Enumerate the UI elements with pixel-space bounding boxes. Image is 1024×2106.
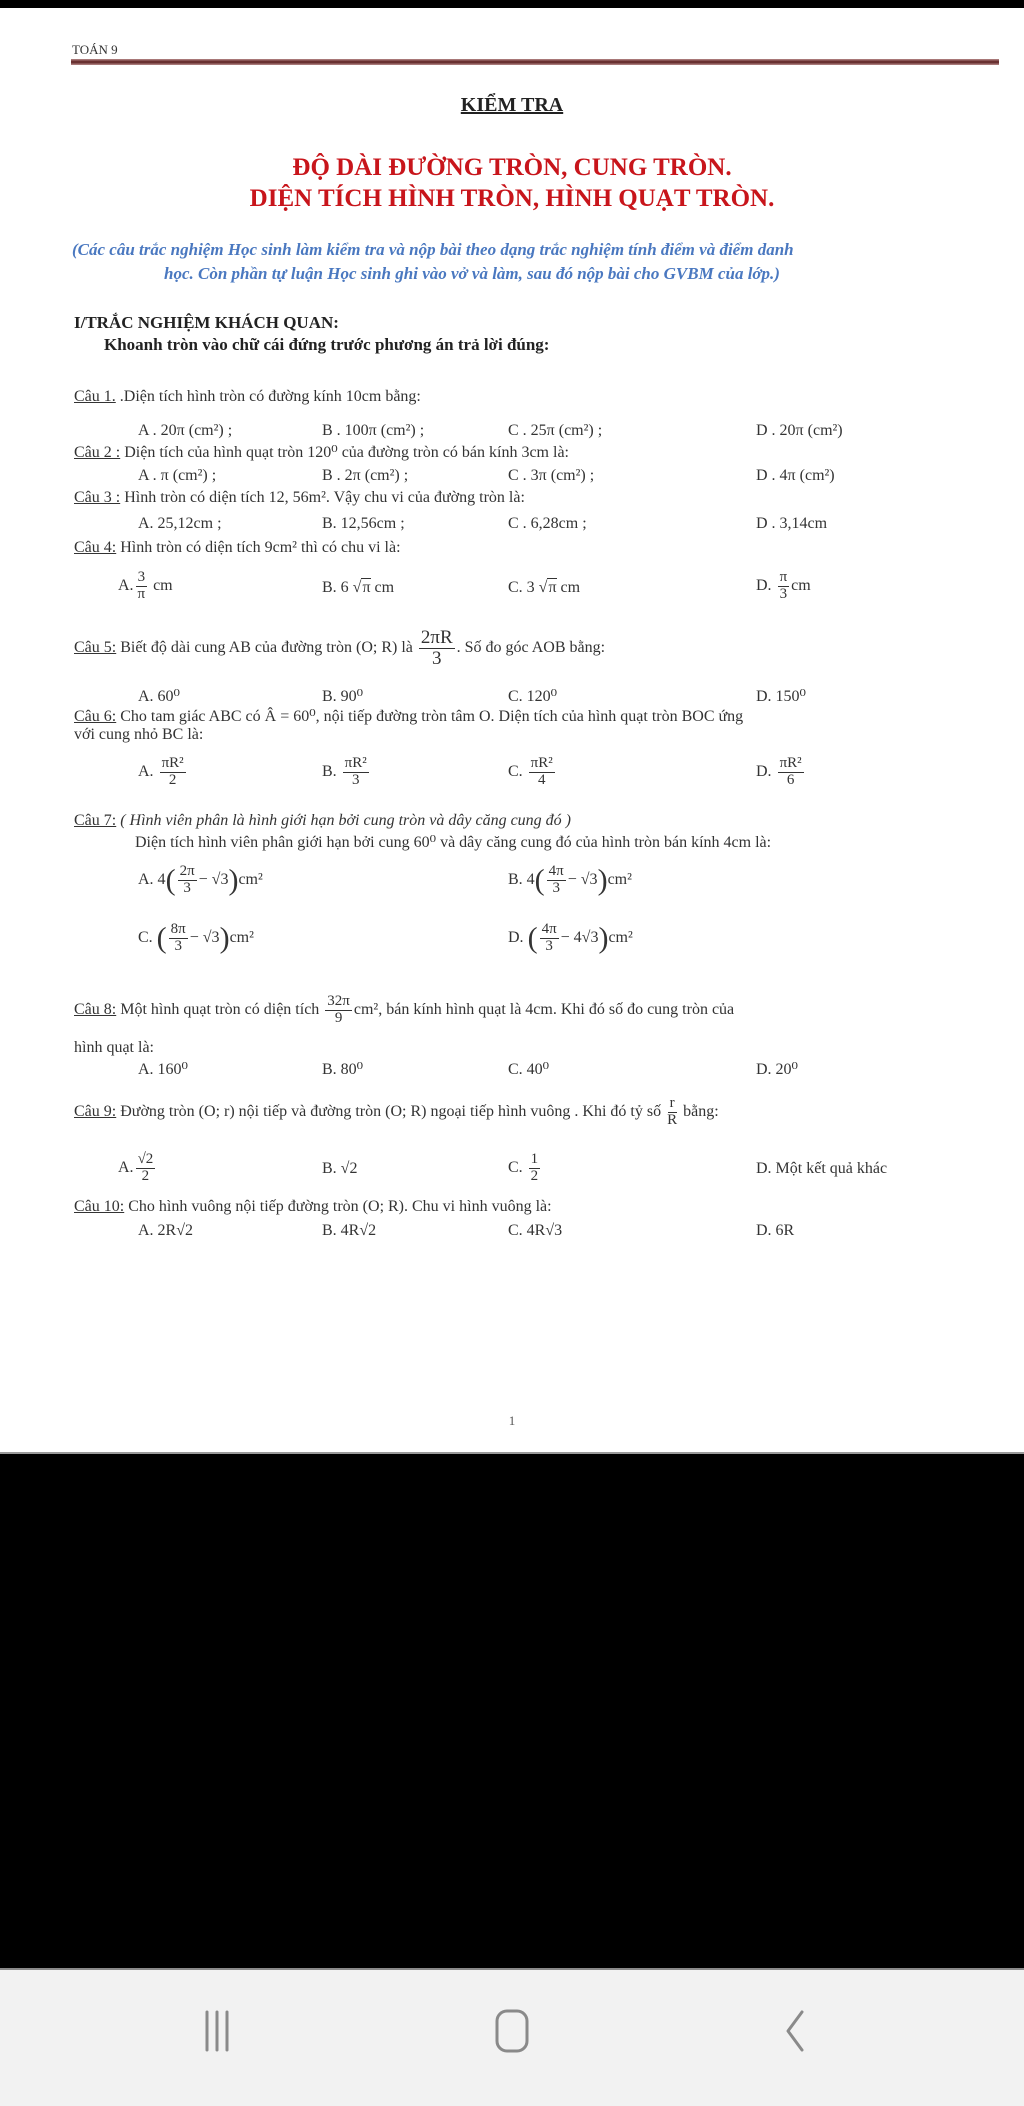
option-a[interactable] — [138, 756, 188, 789]
option-c[interactable]: C . 25π (cm²) ; — [508, 422, 603, 439]
fraction — [343, 756, 369, 789]
numerator: 2π — [179, 863, 195, 879]
option-b[interactable] — [322, 756, 371, 789]
question-label: Câu 10: — [74, 1198, 125, 1215]
unit: cm — [374, 579, 395, 596]
question-label: Câu 8: — [74, 1000, 117, 1018]
option-c[interactable]: C. 4R√3 — [508, 1222, 563, 1239]
question-6 — [74, 706, 743, 726]
option-letter: B. 4 — [508, 870, 535, 888]
option-a[interactable] — [138, 864, 263, 897]
fraction — [325, 994, 352, 1027]
numerator: 4π — [548, 863, 564, 879]
denominator: 3 — [351, 771, 360, 788]
option-b[interactable] — [508, 864, 632, 897]
option-c[interactable] — [508, 1152, 542, 1185]
question-text-after: cm², bán kính hình quạt là 4cm. Khi đó số đo cung tròn của — [353, 1000, 735, 1018]
option-d[interactable]: D . 4π (cm²) — [756, 467, 835, 484]
heading-line-2: DIỆN TÍCH HÌNH TRÒN, HÌNH QUẠT TRÒN. — [249, 185, 775, 212]
option-c[interactable]: C . 6,28cm ; — [508, 515, 587, 532]
paren: ) — [219, 921, 230, 955]
question-7 — [74, 812, 571, 830]
denominator: 6 — [786, 771, 795, 788]
paren: ( — [156, 921, 167, 955]
option-b[interactable]: B. 4R√2 — [322, 1222, 377, 1239]
question-5 — [74, 628, 605, 669]
fraction — [778, 570, 790, 603]
option-letter: D. — [508, 928, 524, 946]
document-page — [0, 8, 1024, 1453]
fraction — [136, 570, 148, 603]
option-letter: C. — [138, 928, 153, 946]
denominator: 3 — [545, 937, 553, 954]
option-a[interactable] — [118, 1152, 157, 1185]
question-label: Câu 5: — [74, 639, 117, 657]
question-text: Hình tròn có diện tích 12, 56m². Vậy chu vi của đường tròn là: — [120, 489, 525, 506]
denominator: 2 — [168, 771, 177, 788]
question-label: Câu 9: — [74, 1102, 117, 1120]
android-nav-bar — [0, 1968, 1024, 2106]
option-a[interactable] — [118, 570, 173, 603]
home-icon[interactable] — [494, 2008, 530, 2054]
paren: ( — [534, 863, 545, 897]
question-8-line-2: hình quạt là: — [74, 1039, 154, 1056]
page-number: 1 — [508, 1413, 516, 1428]
numerator: πR² — [161, 755, 184, 771]
question-4 — [74, 539, 401, 557]
numerator: √2 — [137, 1151, 154, 1167]
option-d[interactable] — [508, 922, 633, 955]
question-text-after: bằng: — [679, 1102, 719, 1120]
question-text-after: . Số đo góc AOB bằng: — [456, 639, 606, 657]
unit: cm² — [229, 928, 254, 946]
numerator: π — [779, 569, 788, 585]
option-c[interactable]: C. 120⁰ — [508, 688, 558, 705]
paren: ( — [527, 921, 538, 955]
question-text: .Diện tích hình tròn có đường kính 10cm bằng: — [115, 388, 421, 405]
fraction — [667, 1096, 677, 1129]
question-label: Câu 4: — [74, 539, 117, 556]
question-8 — [74, 994, 734, 1027]
header-rule — [71, 59, 999, 65]
option-d[interactable]: D. 150⁰ — [756, 688, 806, 705]
denominator: 4 — [537, 771, 546, 788]
option-d[interactable] — [756, 570, 811, 603]
option-d[interactable]: D. 20⁰ — [756, 1061, 798, 1078]
option-b[interactable]: B. 12,56cm ; — [322, 515, 405, 532]
fraction — [529, 756, 555, 789]
fraction — [540, 922, 559, 955]
denominator: 3 — [431, 647, 442, 669]
denominator: π — [137, 585, 146, 602]
question-text: ( Hình viên phân là hình giới hạn bởi cung tròn và dây căng cung đó ) — [116, 812, 572, 829]
option-b[interactable]: B . 100π (cm²) ; — [322, 422, 425, 439]
paren: ) — [598, 921, 609, 955]
sqrt-value: π — [362, 579, 371, 596]
option-c[interactable] — [508, 756, 557, 789]
fraction — [419, 628, 455, 669]
fraction — [778, 756, 804, 789]
option-d[interactable]: D . 3,14cm — [756, 515, 828, 532]
option-letter: B. — [322, 762, 337, 780]
section-title: I/TRẮC NGHIỆM KHÁCH QUAN: — [74, 313, 339, 332]
question-text: Diện tích của hình quạt tròn 120⁰ của đường tròn có bán kính 3cm là: — [120, 444, 569, 461]
question-label: Câu 1. — [74, 388, 116, 405]
denominator: 3 — [183, 879, 191, 896]
sqrt-term: − √3 — [198, 870, 229, 888]
doc-title: KIỂM TRA — [460, 94, 564, 116]
fraction — [160, 756, 186, 789]
option-letter: C. — [508, 1158, 523, 1176]
option-b[interactable]: B. √2 — [322, 1160, 358, 1177]
denominator: 3 — [779, 585, 788, 602]
recents-icon[interactable] — [202, 2008, 232, 2054]
paren: ) — [228, 863, 239, 897]
option-letter: D. — [756, 576, 772, 594]
paren: ) — [597, 863, 608, 897]
question-9 — [74, 1096, 719, 1129]
unit: cm² — [607, 870, 632, 888]
option-b[interactable]: B. 6 √π cm — [322, 579, 395, 596]
numerator: 8π — [170, 921, 186, 937]
option-d[interactable]: D. Một kết quả khác — [756, 1160, 888, 1177]
question-text: Cho tam giác ABC có Â = 60⁰, nội tiếp đường tròn tâm O. Diện tích của hình quạt tròn BOC ứng — [116, 708, 744, 725]
back-icon[interactable] — [784, 2008, 806, 2054]
numerator: 32π — [327, 993, 350, 1009]
option-d[interactable] — [756, 756, 806, 789]
fraction — [547, 864, 566, 897]
option-a[interactable]: A. 160⁰ — [138, 1061, 188, 1078]
option-letter: C. — [508, 762, 523, 780]
option-a[interactable]: A. 60⁰ — [138, 688, 180, 705]
question-text: Biết độ dài cung AB của đường tròn (O; R) là — [116, 639, 417, 657]
option-letter: A. — [118, 576, 134, 594]
unit: cm² — [238, 870, 263, 888]
numerator: 3 — [137, 569, 146, 585]
fraction — [529, 1152, 541, 1185]
option-letter: A. 4 — [138, 870, 166, 888]
denominator: 9 — [334, 1009, 343, 1026]
question-3 — [74, 489, 525, 507]
denominator: 2 — [141, 1167, 150, 1184]
question-2 — [74, 442, 569, 462]
option-letter: D. — [756, 762, 772, 780]
option-letter: A. — [118, 1158, 134, 1176]
question-text: Cho hình vuông nội tiếp đường tròn (O; R). Chu vi hình vuông là: — [124, 1198, 552, 1215]
question-10 — [74, 1198, 552, 1216]
question-6-line-2: với cung nhỏ BC là: — [74, 726, 204, 743]
numerator: 2πR — [420, 627, 453, 648]
question-text: Đường tròn (O; r) nội tiếp và đường tròn (O; R) ngoại tiếp hình vuông . Khi đó tỷ số — [116, 1102, 666, 1120]
numerator: πR² — [779, 755, 802, 771]
question-text: Một hình quạt tròn có diện tích — [116, 1000, 324, 1018]
option-letter: C. 3 — [508, 579, 535, 596]
question-label: Câu 3 : — [74, 489, 121, 506]
option-a[interactable]: A. 25,12cm ; — [138, 515, 222, 532]
question-text: Hình tròn có diện tích 9cm² thì có chu vi là: — [116, 539, 401, 556]
option-b[interactable]: B. 90⁰ — [322, 688, 364, 705]
option-a[interactable]: A. 2R√2 — [138, 1222, 194, 1239]
option-a[interactable]: A . π (cm²) ; — [138, 467, 217, 484]
numerator: 1 — [530, 1151, 539, 1167]
note-line-2: học. Còn phần tự luận Học sinh ghi vào vở và làm, sau đó nộp bài cho GVBM của lớp.) — [164, 264, 780, 283]
denominator: 3 — [174, 937, 182, 954]
empty-viewer-area — [0, 1454, 1024, 1968]
numerator: 4π — [541, 921, 557, 937]
paren: ( — [165, 863, 176, 897]
unit: cm — [153, 576, 173, 594]
sqrt-term: − 4√3 — [560, 928, 599, 946]
numerator: πR² — [344, 755, 367, 771]
numerator: πR² — [530, 755, 553, 771]
question-label: Câu 7: — [74, 812, 117, 829]
unit: cm² — [608, 928, 633, 946]
option-b[interactable]: B. 80⁰ — [322, 1061, 364, 1078]
question-label: Câu 2 : — [74, 444, 121, 461]
option-d[interactable]: D . 20π (cm²) — [756, 422, 843, 439]
fraction — [169, 922, 188, 955]
option-c[interactable]: C . 3π (cm²) ; — [508, 467, 595, 484]
sqrt-term: − √3 — [567, 870, 598, 888]
option-letter: A. — [138, 762, 154, 780]
option-d[interactable]: D. 6R — [756, 1222, 795, 1239]
unit: cm — [791, 576, 811, 594]
sqrt-term: − √3 — [189, 928, 220, 946]
option-letter: B. 6 — [322, 579, 349, 596]
header-subject: TOÁN 9 — [72, 42, 118, 57]
option-c[interactable] — [138, 922, 254, 955]
question-7-line-2: Diện tích hình viên phân giới hạn bởi cung 60⁰ và dây căng cung đó của hình tròn bán kính 4cm là: — [135, 834, 772, 851]
fraction — [178, 864, 197, 897]
question-1 — [74, 388, 421, 406]
numerator: r — [669, 1095, 675, 1111]
option-c[interactable]: C. 3 √π cm — [508, 579, 581, 596]
sqrt-value: π — [548, 579, 557, 596]
heading-line-1: ĐỘ DÀI ĐƯỜNG TRÒN, CUNG TRÒN. — [292, 154, 732, 181]
option-b[interactable]: B . 2π (cm²) ; — [322, 467, 409, 484]
note-line-1: (Các câu trắc nghiệm Học sinh làm kiểm tra và nộp bài theo dạng trắc nghiệm tính điểm và điểm danh — [72, 240, 794, 259]
instruction: Khoanh tròn vào chữ cái đứng trước phương án trả lời đúng: — [104, 335, 550, 354]
denominator: 3 — [552, 879, 560, 896]
option-c[interactable]: C. 40⁰ — [508, 1061, 550, 1078]
status-bar — [0, 0, 1024, 8]
denominator: R — [667, 1111, 678, 1128]
unit: cm — [560, 579, 581, 596]
fraction — [136, 1152, 156, 1185]
option-a[interactable]: A . 20π (cm²) ; — [138, 422, 233, 439]
question-label: Câu 6: — [74, 708, 117, 725]
denominator: 2 — [530, 1167, 539, 1184]
